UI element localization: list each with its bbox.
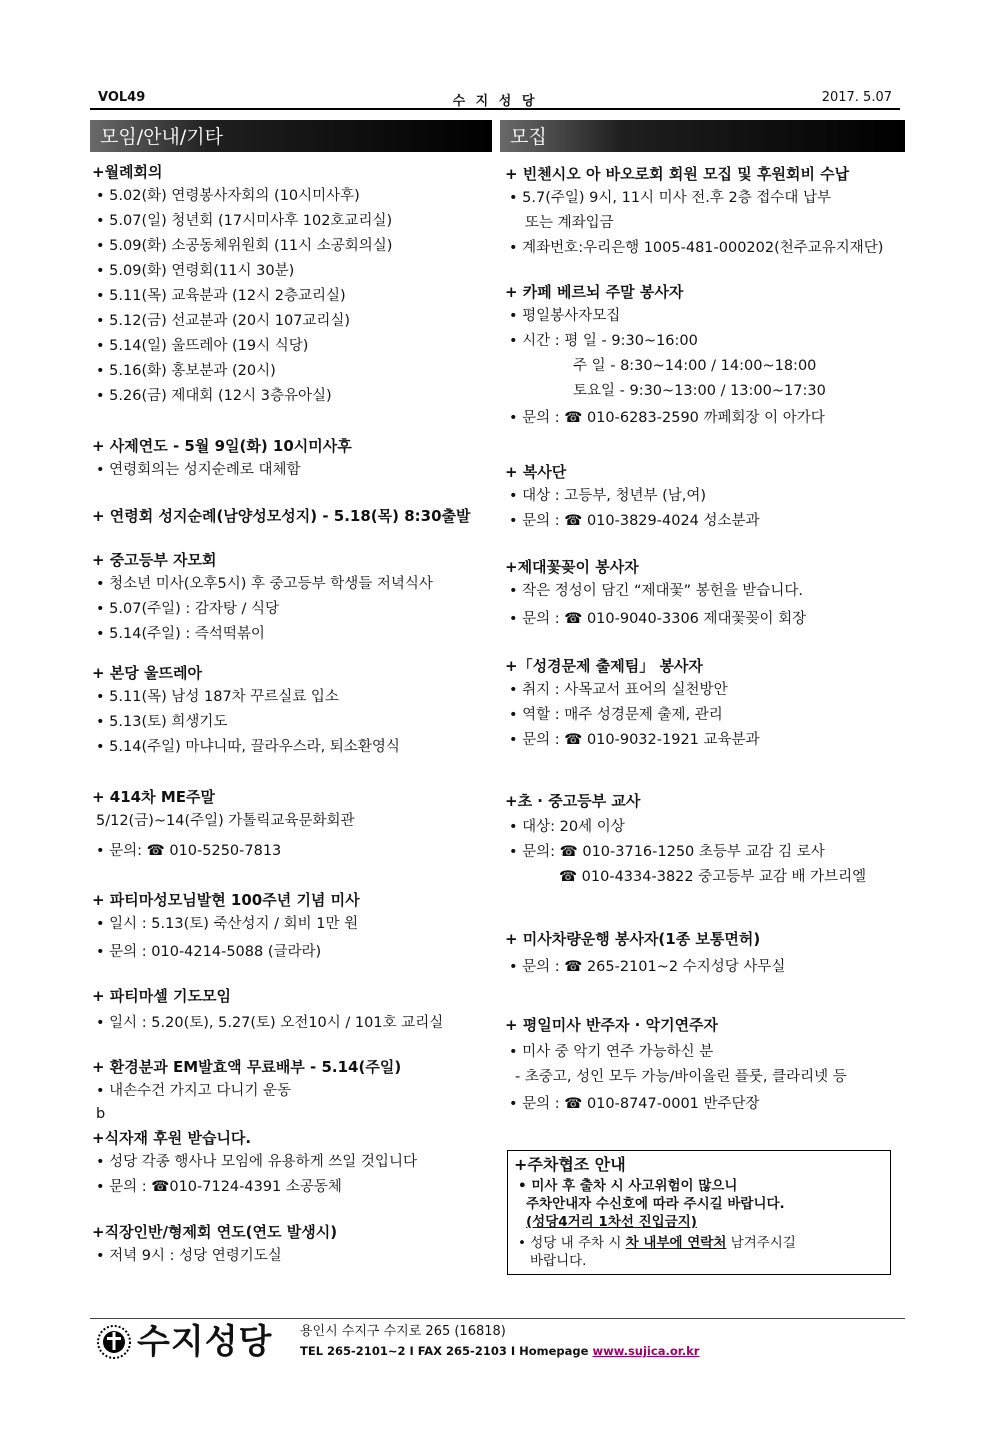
notice-line: • 5.16(화) 홍보분과 (20시) [96, 363, 276, 379]
recruit-block [505, 654, 905, 753]
recruit-heading: + 빈첸시오 아 바오로회 회원 모집 및 후원회비 수납 [505, 165, 850, 183]
notice-line: • 일시 : 5.13(토) 죽산성지 / 회비 1만 원 [96, 916, 359, 932]
recruit-heading: +초 · 중고등부 교사 [505, 792, 641, 810]
notice-line: • 문의 : ☎010-7124-4391 소공동체 [96, 1179, 342, 1195]
recruit-block [505, 1013, 905, 1117]
notice-line: • 5.14(주일) 마냐니따, 끌라우스라, 퇴소환영식 [96, 739, 400, 755]
notice-line: • 5.13(토) 희생기도 [96, 714, 228, 730]
notice-heading: +직장인반/형제회 연도(연도 발생시) [92, 1223, 338, 1241]
church-emblem-icon [96, 1324, 132, 1360]
notice-line: • 일시 : 5.20(토), 5.27(토) 오전10시 / 101호 교리실 [96, 1015, 444, 1031]
recruit-line: • 역할 : 매주 성경문제 출제, 관리 [509, 707, 723, 723]
recruit-line: • 미사 중 악기 연주 가능하신 분 [509, 1044, 714, 1060]
parking-notice-text: • 성당 내 주차 시 [518, 1235, 626, 1251]
notice-line: • 5.11(목) 남성 187차 꾸르실료 입소 [96, 689, 339, 705]
footer-address: 용인시 수지구 수지로 265 (16818) [300, 1324, 506, 1339]
recruit-block [505, 280, 905, 431]
notice-block [92, 1126, 492, 1200]
notice-heading: + 파티마셀 기도모임 [92, 987, 231, 1005]
recruit-block [505, 927, 905, 980]
notice-line: b [96, 1106, 106, 1122]
notice-line: • 5.07(일) 청년회 (17시미사후 102호교리실) [96, 213, 393, 229]
recruit-heading: + 복사단 [505, 463, 567, 481]
recruit-line: • 문의 : ☎ 010-8747-0001 반주단장 [509, 1096, 760, 1112]
recruit-line: • 계좌번호:우리은행 1005-481-000202(천주교유지재단) [509, 240, 884, 256]
notice-line: • 5.12(금) 선교분과 (20시 107교리실) [96, 313, 351, 329]
notice-heading: + 파티마성모님발현 100주년 기념 미사 [92, 891, 360, 909]
recruit-line: • 대상: 20세 이상 [509, 819, 625, 835]
notice-block [92, 504, 492, 528]
recruit-line: • 문의 : ☎ 010-9040-3306 제대꽃꽂이 회장 [509, 611, 807, 627]
recruit-heading: + 카페 베르뇌 주말 봉사자 [505, 283, 684, 301]
parking-warning: (성당4거리 1차선 진입금지) [526, 1214, 697, 1230]
recruit-heading: +「성경문제 출제팀」 봉사자 [505, 657, 703, 675]
notice-heading: +식자재 후원 받습니다. [92, 1129, 252, 1147]
page-header [90, 90, 900, 110]
notice-block [92, 785, 492, 864]
recruit-line: - 초중고, 성인 모두 가능/바이올린 플룻, 클라리넷 등 [515, 1069, 847, 1085]
recruit-line: • 시간 : 평 일 - 9:30~16:00 [509, 333, 698, 349]
recruit-line: • 대상 : 고등부, 청년부 (남,여) [509, 488, 707, 504]
notice-heading: + 연령회 성지순례(남양성모성지) - 5.18(목) 8:30출발 [92, 507, 471, 525]
notice-heading: + 본당 울뜨레아 [92, 664, 202, 682]
notice-line: • 문의 : 010-4214-5088 (글라라) [96, 944, 322, 960]
recruit-line: • 문의 : ☎ 265-2101~2 수지성당 사무실 [509, 959, 786, 975]
parking-notice-box [507, 1150, 891, 1275]
recruit-block [505, 789, 905, 890]
recruit-heading: +제대꽃꽂이 봉사자 [505, 558, 639, 576]
homepage-link[interactable]: www.sujica.or.kr [592, 1344, 700, 1358]
notice-block [92, 434, 492, 483]
notice-line: • 5.14(일) 울뜨레아 (19시 식당) [96, 338, 309, 354]
recruit-line: 또는 계좌입금 [525, 215, 614, 231]
footer-contact [300, 1322, 699, 1360]
notice-line: • 문의: ☎ 010-5250-7813 [96, 843, 282, 859]
right-section-title: 모집 [500, 120, 905, 152]
notice-line: • 성당 각종 행사나 모임에 유용하게 쓰일 것입니다 [96, 1154, 417, 1170]
notice-heading: +월례회의 [92, 163, 163, 181]
parking-notice-title: +주차협조 안내 [514, 1155, 626, 1174]
volume-number: VOL49 [98, 90, 146, 105]
recruit-block [505, 555, 905, 632]
left-section-title: 모임/안내/기타 [90, 120, 492, 152]
newsletter-title: 수 지 성 당 [452, 94, 538, 109]
parish-name: 수지성당 [137, 1322, 273, 1362]
notice-heading: + 사제연도 - 5월 9일(화) 10시미사후 [92, 437, 352, 455]
parking-notice-line: 바랍니다. [530, 1253, 587, 1269]
notice-line: • 5.07(주일) : 감자탕 / 식당 [96, 601, 280, 617]
notice-block [92, 984, 492, 1036]
notice-block [92, 160, 492, 409]
notice-line: • 청소년 미사(오후5시) 후 중고등부 학생들 저녁식사 [96, 576, 433, 592]
recruit-block [505, 162, 905, 261]
notice-line: • 내손수건 가지고 다니기 운동 [96, 1083, 292, 1099]
recruit-block [505, 460, 905, 534]
notice-block [92, 1220, 492, 1269]
notice-block [92, 661, 492, 760]
notice-line: • 5.26(금) 제대회 (12시 3층유아실) [96, 388, 332, 404]
notice-heading: + 환경분과 EM발효액 무료배부 - 5.14(주일) [92, 1058, 402, 1076]
footer-phone-line [300, 1342, 699, 1360]
footer-divider [90, 1318, 905, 1319]
notice-block [92, 1055, 492, 1124]
recruit-line: • 문의 : ☎ 010-9032-1921 교육분과 [509, 732, 760, 748]
recruit-line: 토요일 - 9:30~13:00 / 13:00~17:30 [573, 383, 826, 399]
notice-line: • 연령회의는 성지순례로 대체함 [96, 462, 301, 478]
recruit-line: 주 일 - 8:30~14:00 / 14:00~18:00 [573, 358, 817, 374]
notice-line: 5/12(금)~14(주일) 가톨릭교육문화회관 [96, 813, 355, 829]
notice-block [92, 888, 492, 965]
recruit-line: • 평일봉사자모집 [509, 308, 621, 324]
recruit-heading: + 평일미사 반주자 · 악기연주자 [505, 1016, 719, 1034]
recruit-line: • 작은 정성이 담긴 “제대꽃” 봉헌을 받습니다. [509, 583, 803, 599]
parking-notice-text: 남겨주시길 [726, 1235, 796, 1251]
notice-line: • 5.11(목) 교육분과 (12시 2층교리실) [96, 288, 346, 304]
notice-line: • 5.14(주일) : 즉석떡볶이 [96, 626, 265, 642]
notice-heading: + 414차 ME주말 [92, 788, 215, 806]
recruit-line: ☎ 010-4334-3822 중고등부 교감 배 가브리엘 [559, 869, 867, 885]
parking-notice-line: • 미사 후 출차 시 사고위험이 많으니 [518, 1178, 738, 1194]
recruit-line: • 5.7(주일) 9시, 11시 미사 전.후 2층 접수대 납부 [509, 190, 832, 206]
recruit-line: • 문의 : ☎ 010-3829-4024 성소분과 [509, 513, 760, 529]
notice-line: • 5.02(화) 연령봉사자회의 (10시미사후) [96, 188, 360, 204]
parking-notice-line: 주차안내자 수신호에 따라 주시길 바랍니다. [526, 1196, 785, 1212]
notice-line: • 5.09(화) 연령회(11시 30분) [96, 263, 295, 279]
notice-line: • 5.09(화) 소공동체위원회 (11시 소공회의실) [96, 238, 393, 254]
recruit-line: • 문의: ☎ 010-3716-1250 초등부 교감 김 로사 [509, 844, 825, 860]
footer-tel-fax: TEL 265-2101~2 I FAX 265-2103 I Homepage [300, 1344, 593, 1358]
parish-logo [92, 1322, 282, 1362]
recruit-line: • 문의 : ☎ 010-6283-2590 까페회장 이 아가다 [509, 410, 825, 426]
issue-date: 2017. 5.07 [821, 90, 892, 105]
recruit-heading: + 미사차량운행 봉사자(1종 보통면허) [505, 930, 761, 948]
recruit-line: • 취지 : 사목교서 표어의 실천방안 [509, 682, 728, 698]
notice-block [92, 548, 492, 647]
parking-notice-line [514, 1234, 884, 1252]
notice-heading: + 중고등부 자모회 [92, 551, 217, 569]
notice-line: • 저녁 9시 : 성당 연령기도실 [96, 1248, 282, 1264]
parking-contact-emphasis: 차 내부에 연락처 [625, 1235, 727, 1251]
